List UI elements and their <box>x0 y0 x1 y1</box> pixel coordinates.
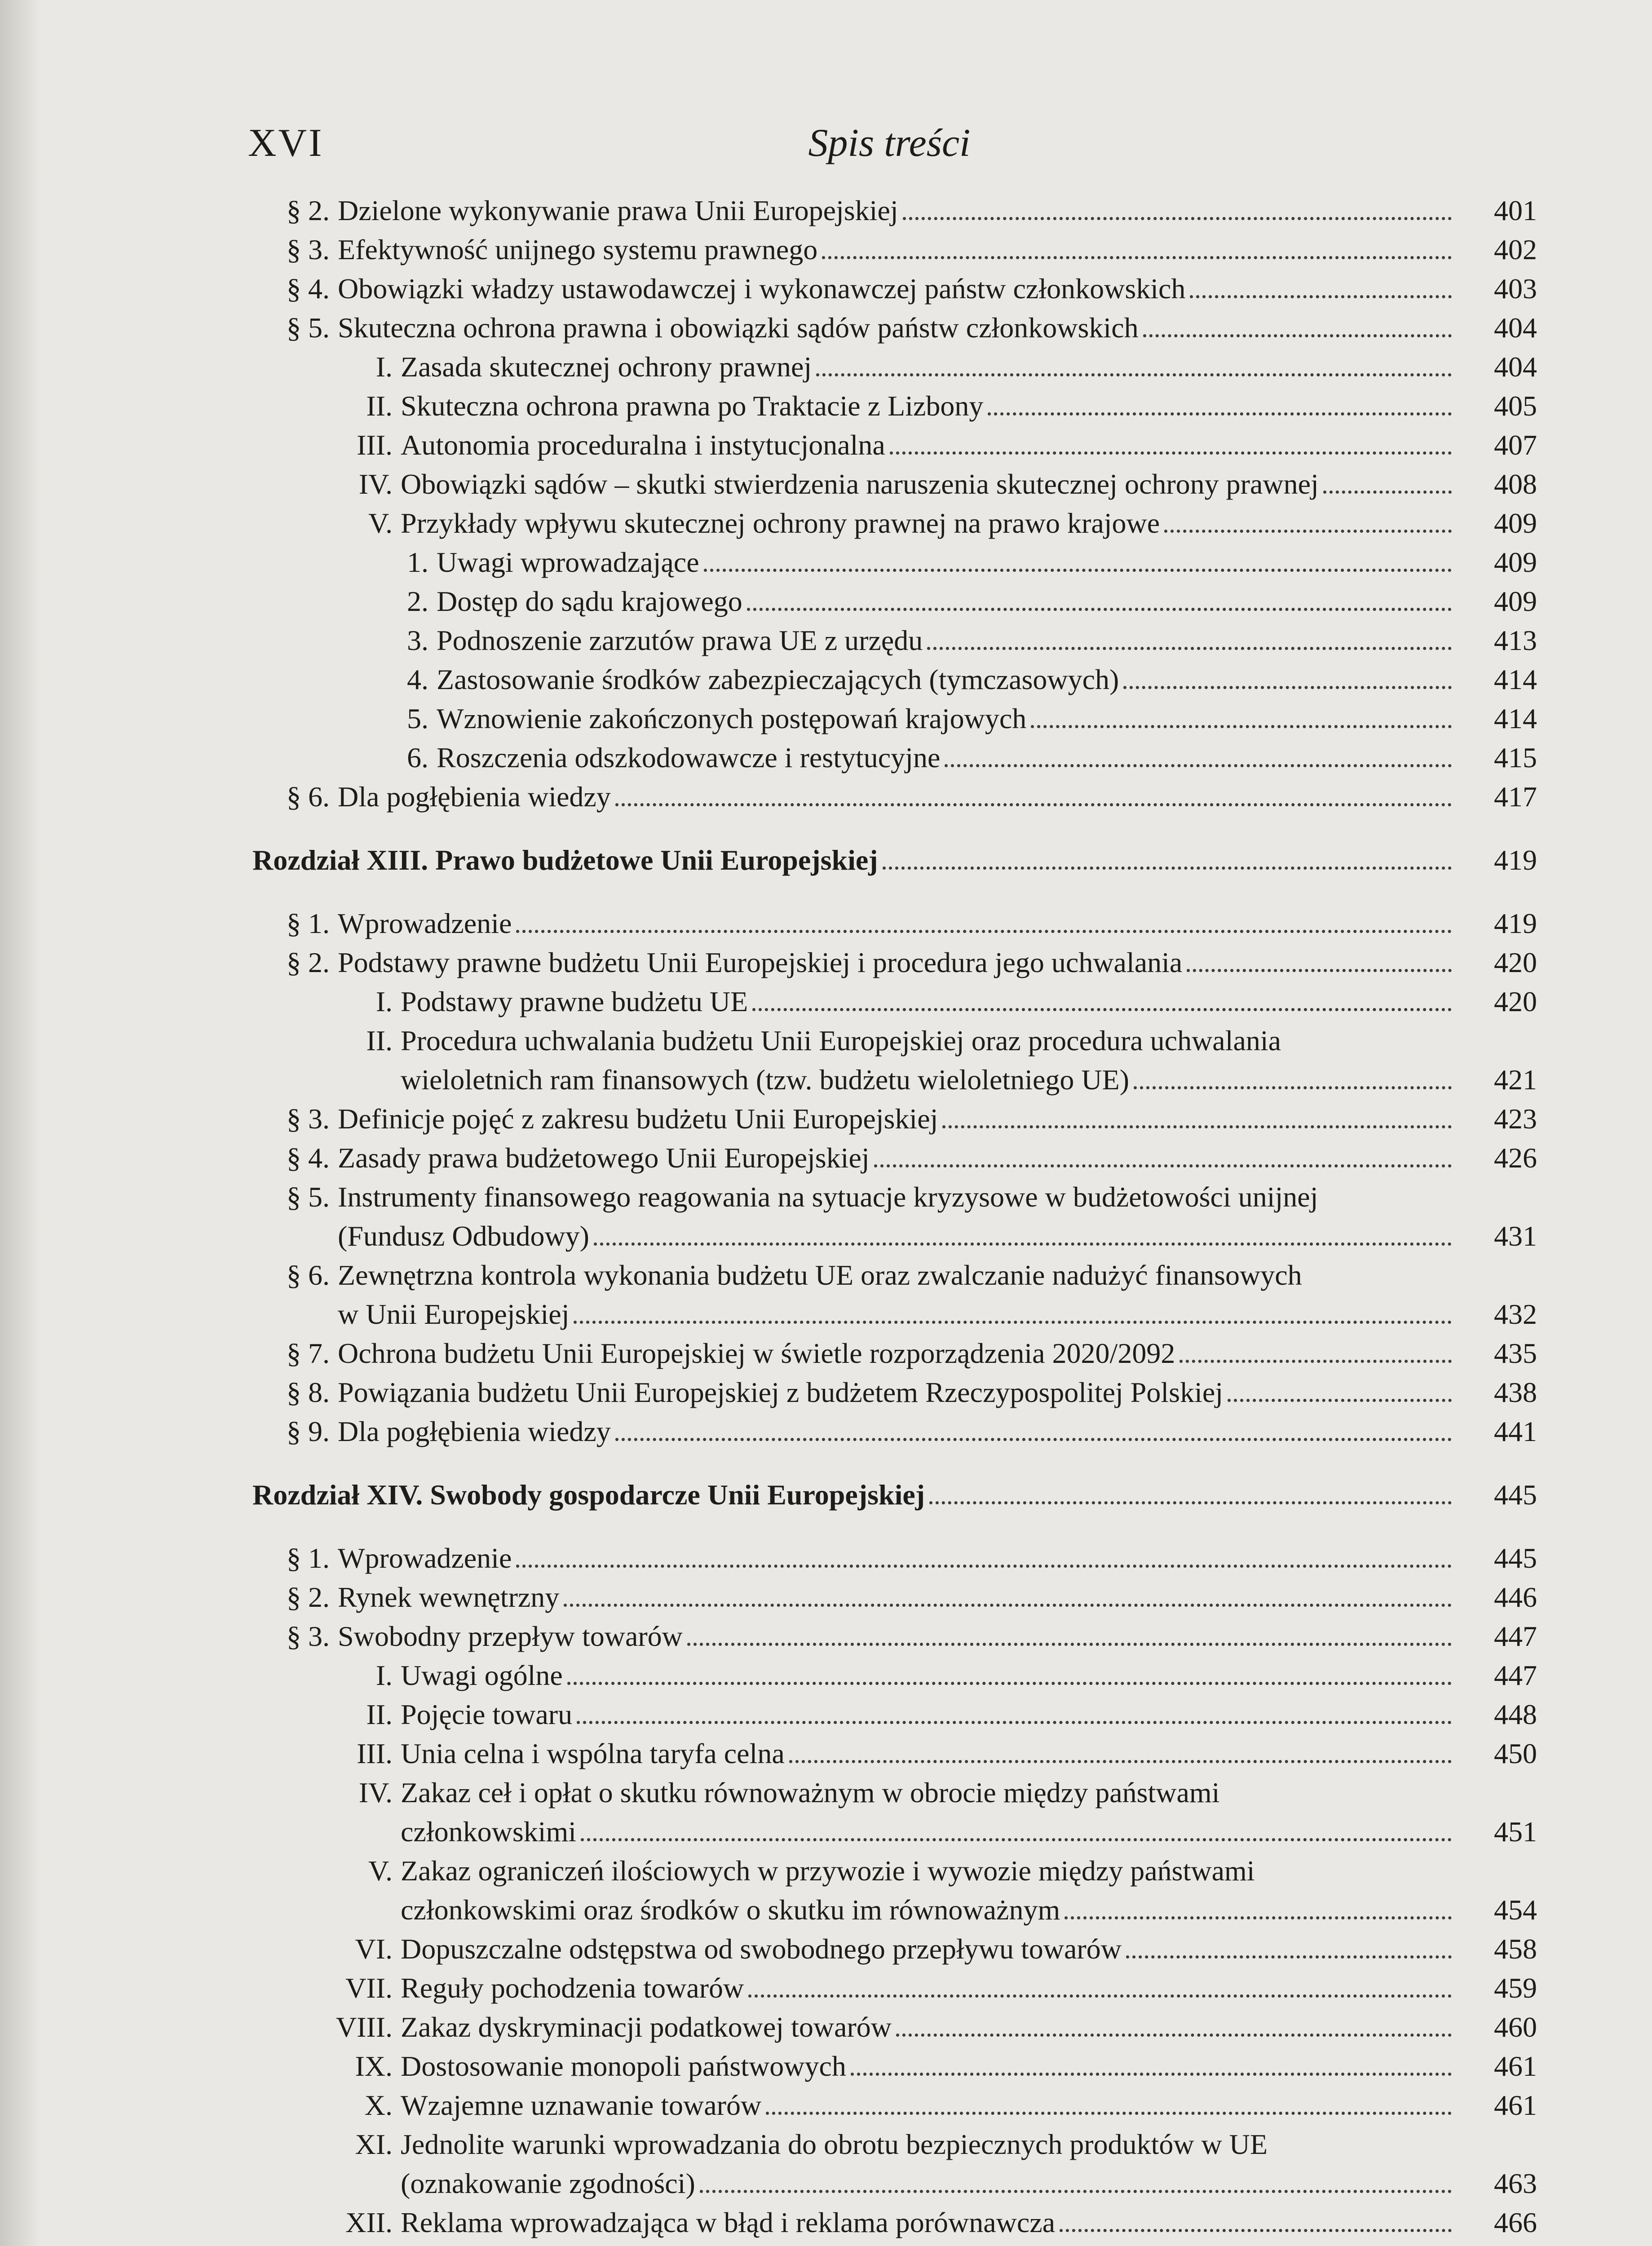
dot-leader <box>704 569 1452 572</box>
toc-entry <box>252 425 1537 464</box>
toc-page-number: 404 <box>1494 312 1537 344</box>
toc-entry-title: Zewnętrzna kontrola wykonania budżetu UE oraz zwalczanie nadużyć finansowych <box>338 1259 1302 1291</box>
toc-page-number: 447 <box>1494 1620 1537 1652</box>
toc-entry-title: Ochrona budżetu Unii Europejskiej w świetle rozporządzenia 2020/2092 <box>338 1337 1175 1369</box>
toc-entry <box>252 1578 1537 1617</box>
toc-entry-content <box>375 1656 1456 1695</box>
toc-entry-title: Skuteczna ochrona prawna i obowiązki sądów państw członkowskich <box>338 312 1139 344</box>
toc-entry-content <box>345 2203 1456 2242</box>
dot-leader <box>700 2190 1452 2193</box>
toc-entry-title-continued: w Unii Europejskiej <box>338 1298 570 1330</box>
toc-page-number: 403 <box>1494 273 1537 305</box>
toc-entry <box>252 1177 1537 1256</box>
toc-chapter-entry <box>252 1475 1537 1514</box>
toc-page-number: 450 <box>1494 1738 1537 1769</box>
toc-entry-number: § 8. <box>287 1376 330 1408</box>
dot-leader <box>1179 1360 1452 1363</box>
toc-entry-content <box>287 1138 1456 1177</box>
toc-entry-title: Podnoszenie zarzutów prawa UE z urzędu <box>437 624 923 656</box>
toc-entry-title: Wprowadzenie <box>338 1542 512 1574</box>
toc-entry-content <box>287 191 1456 230</box>
toc-entry <box>252 982 1537 1021</box>
toc-entry-number: I. <box>375 351 393 383</box>
toc-entry-content <box>338 2242 1456 2246</box>
dot-leader <box>1143 334 1452 337</box>
toc-entry-content <box>366 1695 1456 1734</box>
dot-leader <box>1228 1399 1452 1402</box>
dot-leader <box>942 1125 1452 1128</box>
toc-page-number: 448 <box>1494 1698 1537 1730</box>
dot-leader <box>1187 969 1452 972</box>
toc-page-number: 458 <box>1494 1933 1537 1965</box>
toc-entry-title: Zastosowanie środków zabezpieczających (tymczasowych) <box>437 663 1119 695</box>
toc-page-number: 415 <box>1494 742 1537 774</box>
toc-entry-title: Rynek wewnętrzny <box>338 1581 560 1613</box>
toc-page-number: 417 <box>1494 781 1537 813</box>
toc-entry-content <box>287 1373 1456 1412</box>
dot-leader <box>564 1604 1452 1607</box>
dot-leader <box>883 867 1452 870</box>
toc-entry-content <box>407 699 1456 738</box>
toc-page-number: 432 <box>1494 1298 1537 1330</box>
toc-entry-content <box>287 943 1456 982</box>
toc-entry <box>252 904 1537 943</box>
toc-entry-content <box>287 777 1456 816</box>
dot-leader <box>1323 491 1452 494</box>
toc-page-number: 441 <box>1494 1415 1537 1447</box>
dot-leader <box>1031 725 1452 728</box>
toc-entry-number: 2. <box>407 585 428 617</box>
toc-entry-title: Dostęp do sądu krajowego <box>437 585 742 617</box>
toc-entry <box>252 2242 1537 2246</box>
toc-entry <box>252 1656 1537 1695</box>
toc-entry-number: § 4. <box>287 273 330 305</box>
toc-entry-title: Zakaz ceł i opłat o skutku równoważnym w obrocie między państwami <box>401 1777 1220 1808</box>
toc-entry <box>252 1099 1537 1138</box>
dot-leader <box>516 1565 1452 1568</box>
toc-page-number: 431 <box>1494 1220 1537 1252</box>
dot-leader <box>1164 530 1452 533</box>
toc-entry-content <box>252 840 1456 880</box>
dot-leader <box>1134 1086 1452 1089</box>
dot-leader <box>890 451 1452 455</box>
toc-entry-title: Dla pogłębienia wiedzy <box>338 781 611 813</box>
toc-entry-number: XII. <box>345 2206 393 2238</box>
toc-entry <box>252 1734 1537 1773</box>
toc-entry-content <box>364 2086 1456 2125</box>
toc-entry-number: I. <box>375 986 393 1017</box>
toc-entry-number: § 3. <box>287 1620 330 1652</box>
toc-entry-content <box>355 1929 1456 1968</box>
toc-entry-content <box>358 464 1456 504</box>
toc-entry <box>252 660 1537 699</box>
toc-entry-number: IX. <box>355 2050 393 2082</box>
toc-page-number: 405 <box>1494 390 1537 422</box>
toc-entry-number: § 2. <box>287 195 330 226</box>
toc-entry-number: 4. <box>407 663 428 695</box>
toc-entry-title: Dzielone wykonywanie prawa Unii Europejskiej <box>338 195 898 226</box>
dot-leader <box>1190 295 1452 298</box>
toc-entry-title: Dopuszczalne odstępstwa od swobodnego przepływu towarów <box>401 1933 1122 1965</box>
toc-entry-number: II. <box>366 390 393 422</box>
toc-page-number: 414 <box>1494 703 1537 734</box>
toc-entry-content <box>358 1773 1456 1851</box>
toc-page-number: 407 <box>1494 429 1537 461</box>
toc-entry-title: Zakaz ograniczeń ilościowych w przywozie i wywozie między państwami <box>401 1855 1255 1887</box>
dot-leader <box>822 256 1452 259</box>
toc-entry-number: V. <box>368 1855 393 1887</box>
toc-entry <box>252 269 1537 308</box>
table-of-contents <box>252 191 1537 2246</box>
toc-entry-title: Dostosowanie monopoli państwowych <box>401 2050 846 2082</box>
toc-entry-number: XI. <box>355 2128 393 2160</box>
toc-entry <box>252 1021 1537 1099</box>
toc-entry <box>252 386 1537 425</box>
toc-entry-content <box>287 1177 1456 1256</box>
toc-entry-number: 5. <box>407 703 428 734</box>
toc-entry-number: X. <box>364 2089 393 2121</box>
toc-entry-title: Jednolite warunki wprowadzania do obrotu bezpiecznych produktów w UE <box>401 2128 1268 2160</box>
toc-entry-number: 6. <box>407 742 428 774</box>
toc-entry-title: Skuteczna ochrona prawna po Traktacie z Lizbony <box>401 390 984 422</box>
toc-entry-title: Podstawy prawne budżetu Unii Europejskiej i procedura jego uchwalania <box>338 946 1183 978</box>
toc-entry-number: III. <box>357 1738 393 1769</box>
dot-leader <box>594 1242 1452 1246</box>
toc-entry <box>252 582 1537 621</box>
toc-entry <box>252 2125 1537 2203</box>
dot-leader <box>752 1008 1452 1011</box>
toc-entry-title: Uwagi wprowadzające <box>437 546 699 578</box>
toc-entry-content <box>287 1334 1456 1373</box>
toc-page-number: 420 <box>1494 986 1537 1017</box>
page-header <box>248 120 1531 170</box>
toc-entry <box>252 191 1537 230</box>
toc-entry-title: Obowiązki sądów – skutki stwierdzenia naruszenia skutecznej ochrony prawnej <box>401 468 1319 500</box>
toc-page-number: 451 <box>1494 1816 1537 1848</box>
toc-entry-title: Pojęcie towaru <box>401 1698 573 1730</box>
toc-entry-title: Roszczenia odszkodowawcze i restytucyjne <box>437 742 941 774</box>
toc-entry-title-continued: członkowskimi <box>401 1816 577 1848</box>
toc-entry-title <box>338 2242 636 2246</box>
toc-page-number: 454 <box>1494 1894 1537 1926</box>
toc-entry-content <box>375 347 1456 386</box>
dot-leader <box>766 2112 1452 2115</box>
toc-entry-content <box>407 660 1456 699</box>
toc-entry-number: VII. <box>345 1972 393 2004</box>
toc-page-number: 435 <box>1494 1337 1537 1369</box>
toc-entry-number: § 7. <box>287 1337 330 1369</box>
toc-page-number: 409 <box>1494 546 1537 578</box>
dot-leader <box>1060 2229 1452 2232</box>
dot-leader <box>516 930 1452 933</box>
toc-page-number: 420 <box>1494 946 1537 978</box>
toc-entry-title: Podstawy prawne budżetu UE <box>401 986 748 1017</box>
dot-leader <box>874 1164 1452 1167</box>
toc-entry <box>252 1617 1537 1656</box>
toc-page-number: 461 <box>1494 2050 1537 2082</box>
toc-chapter-entry <box>252 840 1537 880</box>
toc-entry <box>252 738 1537 777</box>
dot-leader <box>687 1643 1452 1646</box>
toc-entry-content <box>345 1968 1456 2007</box>
toc-entry-content <box>336 2007 1456 2047</box>
toc-page-number <box>1461 2242 1537 2246</box>
toc-entry-content <box>357 1734 1456 1773</box>
toc-entry-number: § 1. <box>287 907 330 939</box>
toc-entry-content <box>366 1021 1456 1099</box>
toc-entry <box>252 1138 1537 1177</box>
dot-leader <box>789 1760 1452 1763</box>
page-spine-shadow <box>0 0 40 2246</box>
toc-entry-number: IV. <box>358 1777 393 1808</box>
toc-entry-number <box>287 2242 338 2246</box>
toc-entry-title: Efektywność unijnego systemu prawnego <box>338 234 818 265</box>
dot-leader <box>577 1721 1452 1724</box>
toc-page-number: 419 <box>1494 844 1537 876</box>
toc-entry-content <box>287 1256 1456 1334</box>
toc-entry-number: § 5. <box>287 1181 330 1213</box>
dot-leader <box>748 1994 1452 1998</box>
toc-entry-title-continued: (oznakowanie zgodności) <box>401 2167 695 2199</box>
toc-entry-title: Unia celna i wspólna taryfa celna <box>401 1738 785 1769</box>
toc-entry-number: § 5. <box>287 312 330 344</box>
toc-page-number: 463 <box>1494 2167 1537 2199</box>
toc-entry-content <box>287 1412 1456 1451</box>
toc-entry-title: Uwagi ogólne <box>401 1659 563 1691</box>
toc-entry-content <box>287 230 1456 269</box>
toc-entry-number: § 6. <box>287 781 330 813</box>
toc-entry-title: Obowiązki władzy ustawodawczej i wykonawczej państw członkowskich <box>338 273 1186 305</box>
dot-leader <box>1126 1955 1452 1959</box>
toc-entry-number: VI. <box>355 1933 393 1965</box>
toc-entry-title: Dla pogłębienia wiedzy <box>338 1415 611 1447</box>
toc-entry-number: II. <box>366 1025 393 1057</box>
toc-entry <box>252 2086 1537 2125</box>
toc-entry <box>252 1256 1537 1334</box>
toc-entry <box>252 1334 1537 1373</box>
toc-entry-content <box>355 2125 1456 2203</box>
toc-page-number: 401 <box>1494 195 1537 226</box>
toc-entry-title: Reklama wprowadzająca w błąd i reklama porównawcza <box>401 2206 1056 2238</box>
toc-entry-title: Wzajemne uznawanie towarów <box>401 2089 762 2121</box>
dot-leader <box>929 1501 1452 1504</box>
toc-page-number: 423 <box>1494 1103 1537 1135</box>
toc-entry-title: Definicje pojęć z zakresu budżetu Unii Europejskiej <box>338 1103 938 1135</box>
toc-entry-title: Reguły pochodzenia towarów <box>401 1972 744 2004</box>
toc-entry-number: § 4. <box>287 1142 330 1174</box>
toc-entry-content <box>407 621 1456 660</box>
dot-leader <box>896 2034 1452 2037</box>
dot-leader <box>1123 686 1452 689</box>
toc-entry-content <box>407 582 1456 621</box>
toc-entry <box>252 347 1537 386</box>
toc-entry-content <box>287 269 1456 308</box>
toc-entry-title-continued: (Fundusz Odbudowy) <box>338 1220 589 1252</box>
dot-leader <box>851 2073 1452 2076</box>
toc-page-number: 421 <box>1494 1064 1537 1096</box>
toc-entry-title: Rozdział XIV. Swobody gospodarcze Unii Europejskiej <box>252 1479 925 1511</box>
toc-page-number: 466 <box>1494 2206 1537 2238</box>
toc-entry <box>252 1373 1537 1412</box>
toc-entry <box>252 777 1537 816</box>
toc-entry-number: § 6. <box>287 1259 330 1291</box>
toc-entry-content <box>287 1099 1456 1138</box>
toc-entry <box>252 504 1537 543</box>
toc-entry-content <box>375 982 1456 1021</box>
toc-entry-title: Wprowadzenie <box>338 907 512 939</box>
toc-entry <box>252 1539 1537 1578</box>
running-title: Spis treści <box>808 121 971 165</box>
dot-leader <box>816 373 1452 376</box>
toc-page-number: 445 <box>1494 1542 1537 1574</box>
toc-page-number: 426 <box>1494 1142 1537 1174</box>
toc-entry-number: § 2. <box>287 1581 330 1613</box>
toc-entry-number: § 2. <box>287 946 330 978</box>
toc-entry-content <box>357 425 1456 464</box>
toc-entry <box>252 1773 1537 1851</box>
toc-entry <box>252 621 1537 660</box>
toc-entry-content <box>407 543 1456 582</box>
toc-entry-content <box>366 386 1456 425</box>
toc-entry-title: Przykłady wpływu skutecznej ochrony prawnej na prawo krajowe <box>401 507 1160 539</box>
dot-leader <box>945 764 1452 767</box>
toc-entry-content <box>287 904 1456 943</box>
toc-entry-content <box>287 1617 1456 1656</box>
toc-entry-number: 1. <box>407 546 428 578</box>
toc-entry-title: Instrumenty finansowego reagowania na sytuacje kryzysowe w budżetowości unijnej <box>338 1181 1318 1213</box>
toc-entry-title: Rozdział XIII. Prawo budżetowe Unii Europejskiej <box>252 844 878 876</box>
toc-entry-number: IV. <box>358 468 393 500</box>
toc-page-number: 459 <box>1494 1972 1537 2004</box>
dot-leader <box>615 1438 1452 1441</box>
dot-leader <box>1065 1916 1452 1919</box>
toc-page-number: 461 <box>1494 2089 1537 2121</box>
toc-entry-title: Zasady prawa budżetowego Unii Europejskiej <box>338 1142 870 1174</box>
toc-entry-number: § 1. <box>287 1542 330 1574</box>
toc-entry <box>252 1412 1537 1451</box>
toc-page-number: 460 <box>1494 2011 1537 2043</box>
toc-entry-content <box>287 308 1456 347</box>
toc-entry-number: 3. <box>407 624 428 656</box>
toc-page-number: 404 <box>1494 351 1537 383</box>
toc-entry-title-continued: wieloletnich ram finansowych (tzw. budżetu wieloletniego UE) <box>401 1064 1129 1096</box>
toc-page-number: 409 <box>1494 585 1537 617</box>
toc-entry-content <box>287 1578 1456 1617</box>
toc-entry-number: § 3. <box>287 1103 330 1135</box>
toc-page-number: 445 <box>1494 1479 1537 1511</box>
toc-page-number: 414 <box>1494 663 1537 695</box>
toc-entry <box>252 1929 1537 1968</box>
toc-page-number: 419 <box>1494 907 1537 939</box>
toc-entry <box>252 2203 1537 2242</box>
toc-entry <box>252 1851 1537 1929</box>
toc-entry-number: II. <box>366 1698 393 1730</box>
toc-entry-number: I. <box>375 1659 393 1691</box>
toc-page-number: 408 <box>1494 468 1537 500</box>
toc-entry <box>252 308 1537 347</box>
dot-leader <box>615 803 1452 806</box>
toc-entry <box>252 1968 1537 2007</box>
toc-page-number: 402 <box>1494 234 1537 265</box>
toc-entry-content <box>287 1539 1456 1578</box>
dot-leader <box>567 1682 1452 1685</box>
dot-leader <box>747 608 1452 611</box>
toc-entry-content <box>407 738 1456 777</box>
toc-entry-number: VIII. <box>336 2011 393 2043</box>
toc-entry-title: Zakaz dyskryminacji podatkowej towarów <box>401 2011 892 2043</box>
toc-entry-number: § 9. <box>287 1415 330 1447</box>
toc-page-number: 413 <box>1494 624 1537 656</box>
dot-leader <box>581 1838 1452 1841</box>
toc-page-number: 409 <box>1494 507 1537 539</box>
toc-page-number: 438 <box>1494 1376 1537 1408</box>
toc-entry <box>252 699 1537 738</box>
toc-entry <box>252 543 1537 582</box>
toc-entry <box>252 230 1537 269</box>
toc-entry-title: Zasada skutecznej ochrony prawnej <box>401 351 812 383</box>
toc-entry-number: III. <box>357 429 393 461</box>
toc-entry-content <box>355 2047 1456 2086</box>
toc-entry-number: § 3. <box>287 234 330 265</box>
toc-entry-title: Autonomia proceduralna i instytucjonalna <box>401 429 885 461</box>
toc-entry <box>252 2007 1537 2047</box>
dot-leader <box>927 647 1452 650</box>
toc-page-number: 447 <box>1494 1659 1537 1691</box>
toc-entry <box>252 2047 1537 2086</box>
toc-entry-title: Swobodny przepływ towarów <box>338 1620 683 1652</box>
toc-entry <box>252 464 1537 504</box>
toc-entry <box>252 1695 1537 1734</box>
toc-entry <box>252 943 1537 982</box>
toc-entry-title: Procedura uchwalania budżetu Unii Europejskiej oraz procedura uchwalania <box>401 1025 1281 1057</box>
toc-entry-title: Wznowienie zakończonych postępowań krajowych <box>437 703 1027 734</box>
toc-entry-content <box>368 1851 1456 1929</box>
dot-leader <box>903 217 1452 220</box>
toc-entry-title: Powiązania budżetu Unii Europejskiej z budżetem Rzeczypospolitej Polskiej <box>338 1376 1224 1408</box>
toc-entry-title-continued: członkowskimi oraz środków o skutku im równoważnym <box>401 1894 1060 1926</box>
toc-entry-content <box>368 504 1456 543</box>
toc-page-number: 446 <box>1494 1581 1537 1613</box>
page-number: XVI <box>248 121 324 165</box>
dot-leader <box>574 1321 1452 1324</box>
toc-entry-content <box>252 1475 1456 1514</box>
toc-entry-number: V. <box>368 507 393 539</box>
dot-leader <box>988 412 1452 416</box>
